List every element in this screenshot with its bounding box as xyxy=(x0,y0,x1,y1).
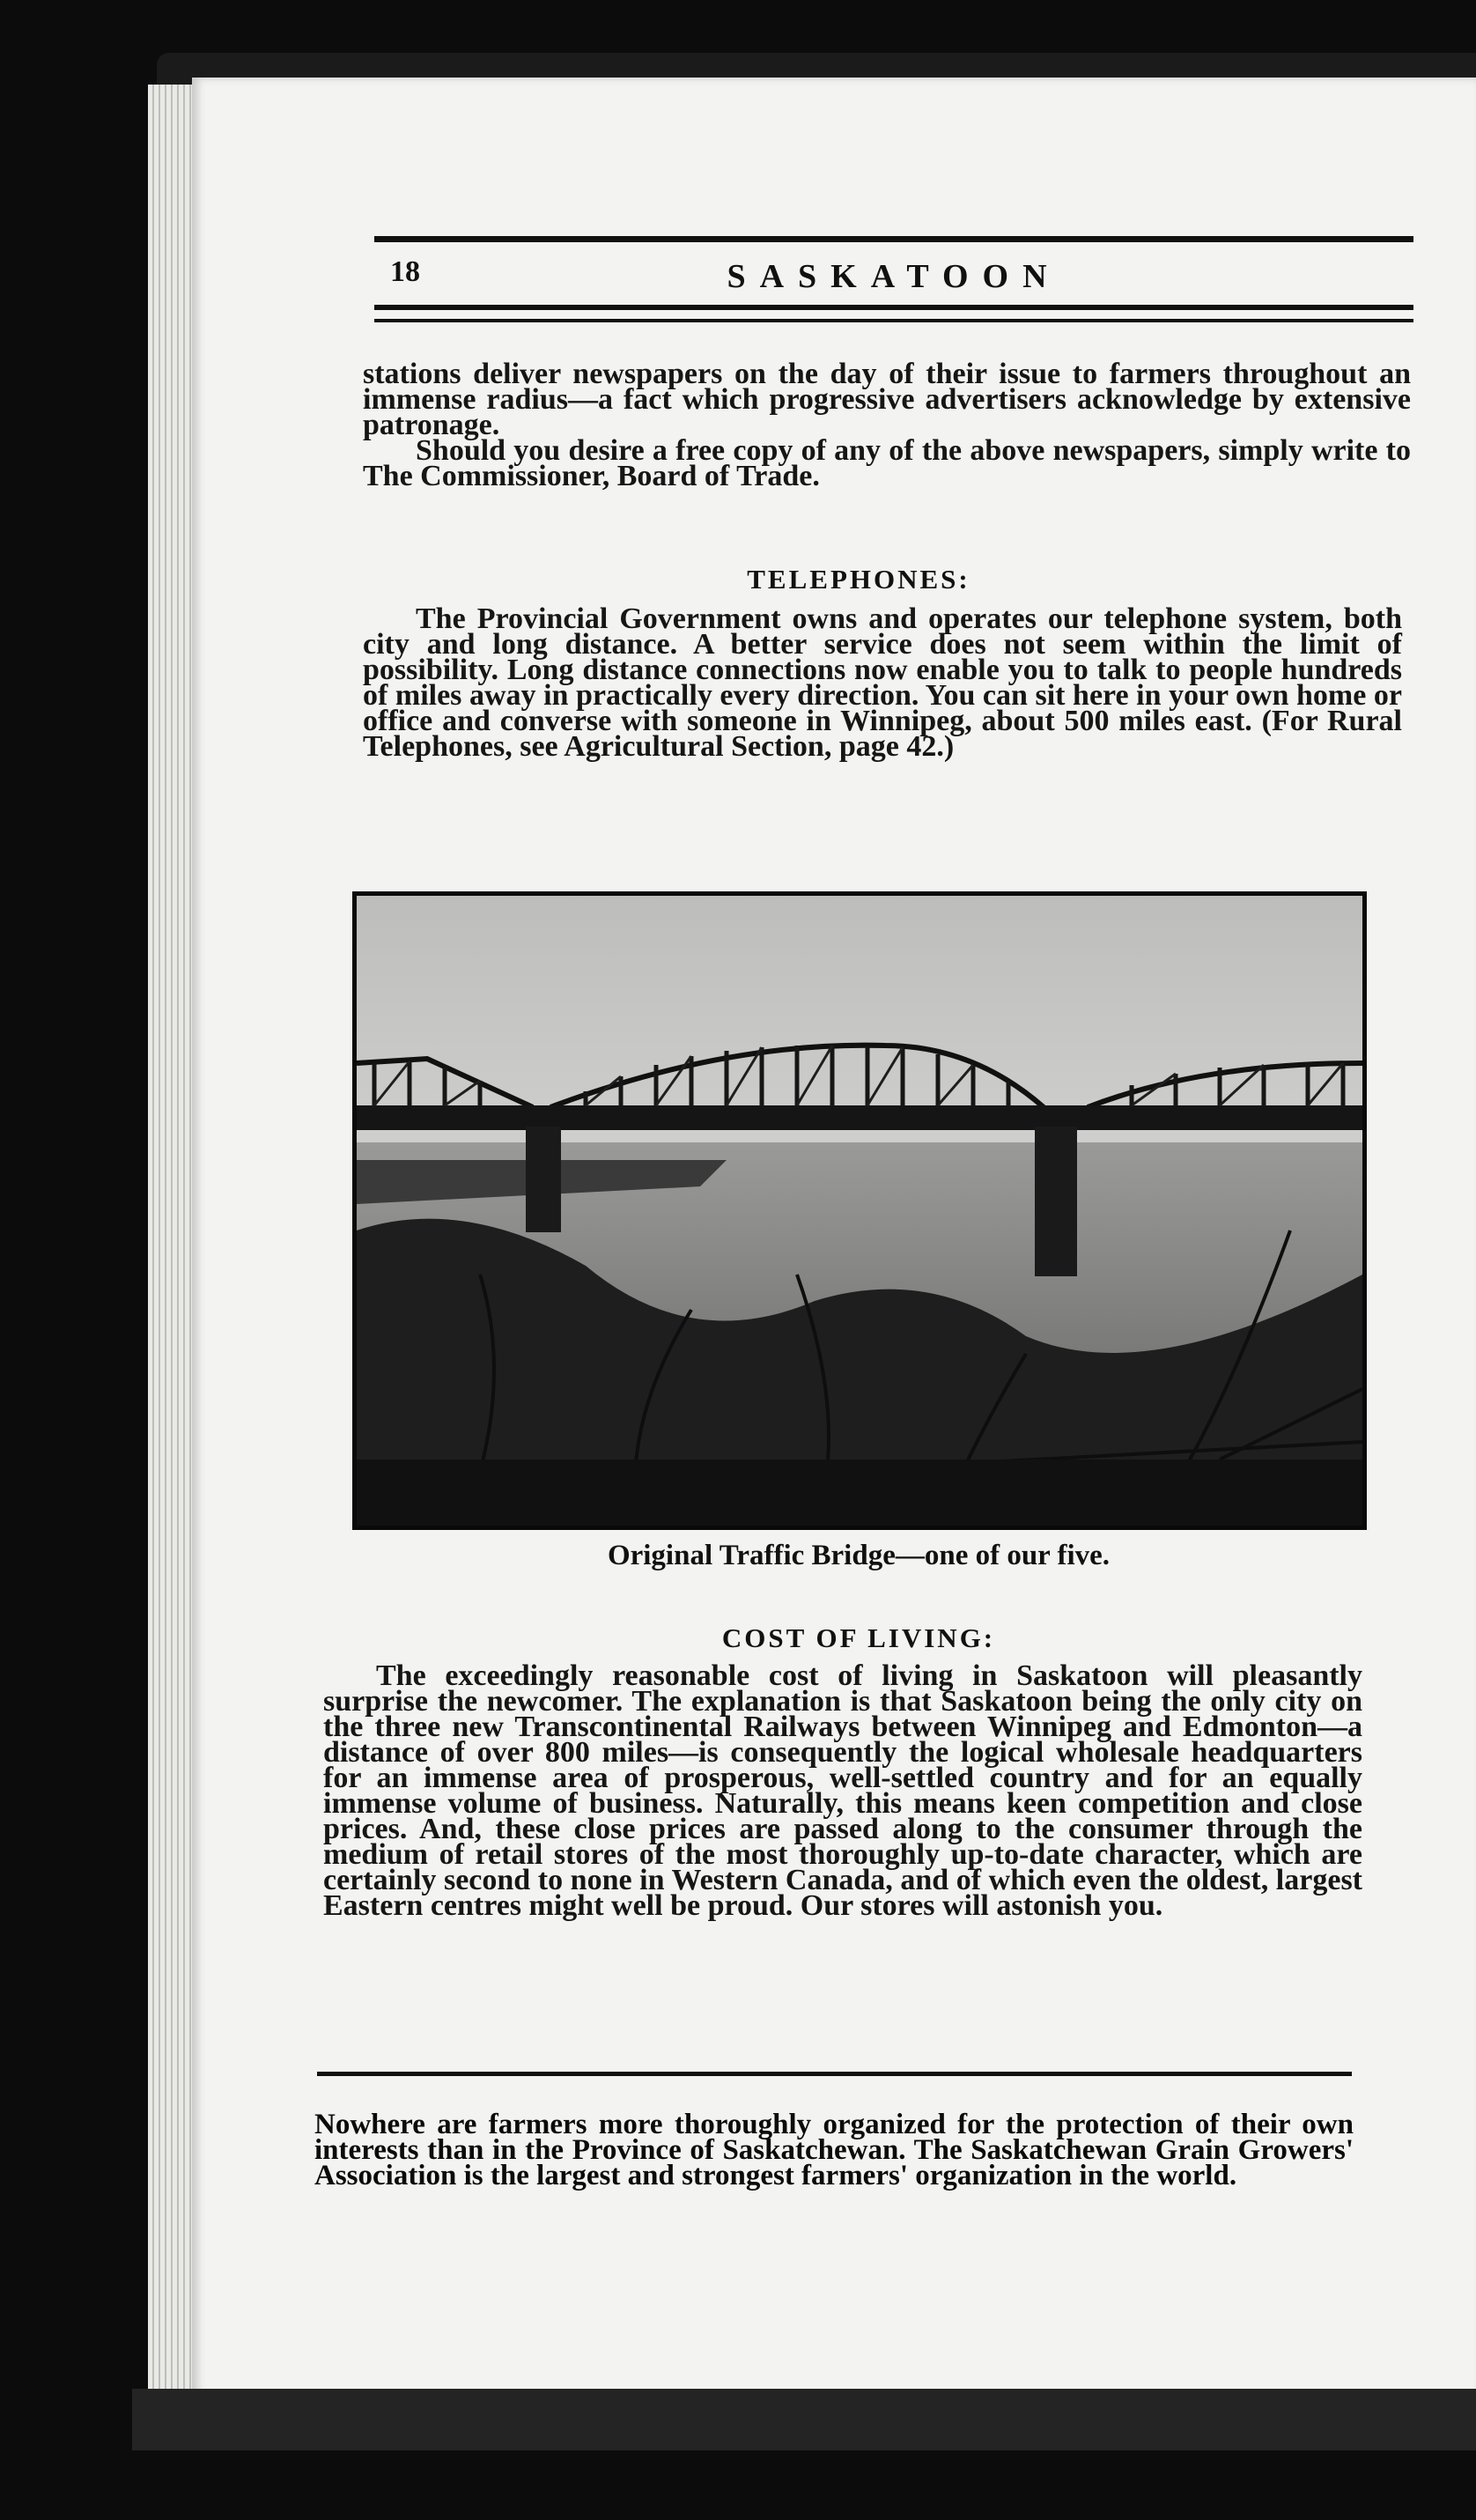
intro-text xyxy=(363,358,1411,492)
section-divider-rule xyxy=(317,2072,1352,2076)
bridge-photo-image xyxy=(357,896,1362,1526)
closing-note: Nowhere are farmers more thoroughly organized for the protection of their own interests than in the Province of Saskatchewan. The Saskatchewan Grain Growers' Association is the largest and strongest farmers' organization in the world. xyxy=(314,2109,1354,2191)
telephones-heading: TELEPHONES: xyxy=(747,564,970,595)
cost-of-living-section xyxy=(323,1659,1362,1922)
bridge-photograph xyxy=(352,891,1367,1530)
cost-of-living-paragraph: The exceedingly reasonable cost of living in Saskatoon will pleasantly surprise the newcomer. The explanation is that Saskatoon being the only city on the three new Transcontinental Railways between Winnipeg and Edmonton—a distance of over 800 miles—is consequently the logical wholesale headquarters for an immense area of prosperous, well-settled country and for an equally immense volume of business. Naturally, this means keen competition and close prices. And, these close prices are passed along to the consumer through the medium of retail stores of the most thoroughly up-to-date character, which are certainly second to none in Western Canada, and of which even the oldest, largest Eastern centres might well be proud. Our stores will astonish you. xyxy=(323,1659,1362,1922)
header-top-rule xyxy=(374,236,1413,242)
telephones-section xyxy=(363,602,1402,763)
book-bottom-edge xyxy=(132,2389,1476,2450)
page-number: 18 xyxy=(390,255,420,288)
cost-of-living-heading: COST OF LIVING: xyxy=(721,1622,996,1653)
intro-paragraph: Should you desire a free copy of any of the above newspapers, simply write to The Commissioner, Board of Trade. xyxy=(363,434,1411,492)
header-rule-upper xyxy=(374,305,1413,310)
telephones-paragraph: The Provincial Government owns and operates our telephone system, both city and long distance. A better service does not seem within the limit of possibility. Long distance connections now enable you to talk to people hundreds of miles away in practically every direction. You can sit here in your own home or office and converse with someone in Winnipeg, about 500 miles east. (For Rural Telephones, see Agricultural Section, page 42.) xyxy=(363,602,1402,763)
intro-paragraph: stations deliver newspapers on the day of their issue to farmers throughout an immense radius—a fact which progressive advertisers acknowledge by extensive patronage. xyxy=(363,358,1411,441)
running-header xyxy=(374,236,1413,349)
running-title: SASKATOON xyxy=(727,258,1061,295)
header-rule-lower xyxy=(374,319,1413,322)
photo-caption: Original Traffic Bridge—one of our five. xyxy=(607,1540,1111,1571)
page-stack-edge xyxy=(148,85,192,2401)
